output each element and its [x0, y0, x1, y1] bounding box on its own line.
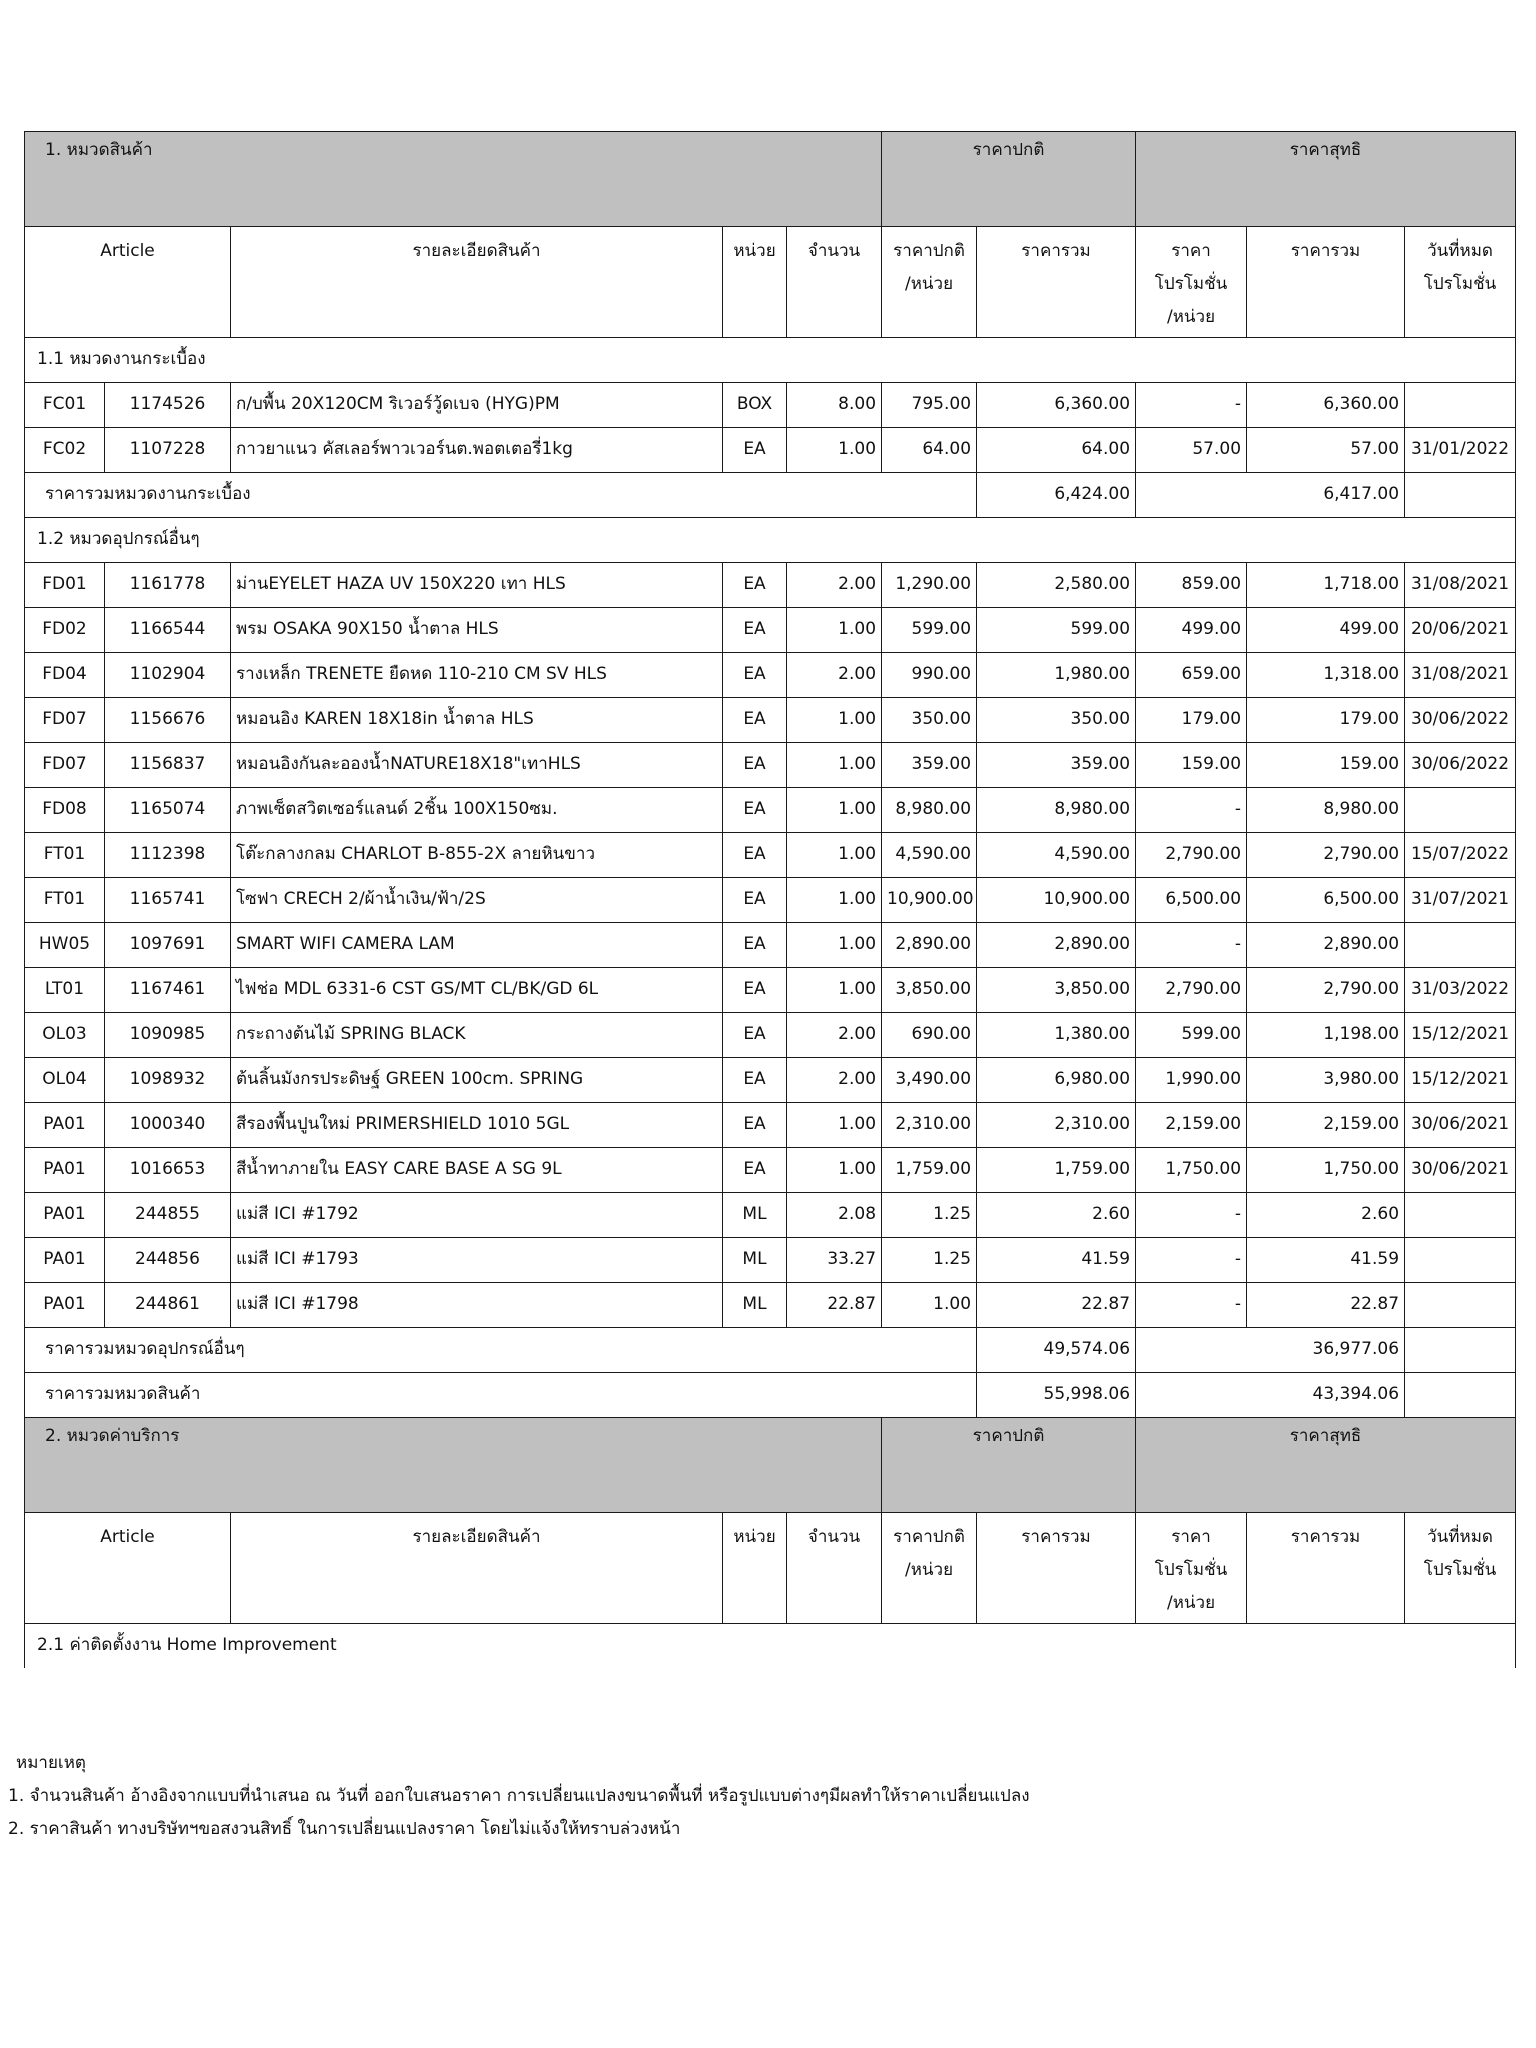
col-price-per-unit: ราคาปกติ /หน่วย: [882, 227, 977, 338]
item-promo-expiry: [1405, 788, 1516, 833]
subtotal-regular: 49,574.06: [977, 1328, 1136, 1373]
item-qty: 1.00: [787, 968, 882, 1013]
item-promo-expiry: 20/06/2021: [1405, 608, 1516, 653]
item-total: 2.60: [977, 1193, 1136, 1238]
table-row: [25, 788, 1516, 833]
item-qty: 8.00: [787, 383, 882, 428]
col-unit: หน่วย: [723, 227, 787, 338]
item-article: 244856: [105, 1238, 231, 1283]
item-total: 6,980.00: [977, 1058, 1136, 1103]
item-code: FT01: [25, 878, 105, 923]
item-article: 1097691: [105, 923, 231, 968]
subtotal-row-other: [25, 1328, 1516, 1373]
item-price: 64.00: [882, 428, 977, 473]
item-unit: ML: [723, 1283, 787, 1328]
net-price-header: ราคาสุทธิ: [1136, 1418, 1516, 1513]
item-promo-price: 1,750.00: [1136, 1148, 1247, 1193]
item-code: FC01: [25, 383, 105, 428]
item-qty: 1.00: [787, 608, 882, 653]
item-net-total: 179.00: [1247, 698, 1405, 743]
subtotal-label: ราคารวมหมวดอุปกรณ์อื่นๆ: [25, 1328, 977, 1373]
item-promo-expiry: [1405, 1238, 1516, 1283]
item-article: 1161778: [105, 563, 231, 608]
item-unit: EA: [723, 428, 787, 473]
item-detail: ก/บพื้น 20X120CM ริเวอร์วู้ดเบจ (HYG)PM: [231, 383, 723, 428]
item-price: 1.25: [882, 1193, 977, 1238]
item-total: 599.00: [977, 608, 1136, 653]
col-unit: หน่วย: [723, 1513, 787, 1624]
section-header-service: [25, 1418, 1516, 1513]
section-total-row: [25, 1373, 1516, 1418]
item-article: 1107228: [105, 428, 231, 473]
item-total: 6,360.00: [977, 383, 1136, 428]
item-promo-expiry: 30/06/2022: [1405, 698, 1516, 743]
item-qty: 2.00: [787, 1058, 882, 1103]
item-qty: 33.27: [787, 1238, 882, 1283]
item-unit: EA: [723, 1013, 787, 1058]
subtotal-net: 36,977.06: [1136, 1328, 1405, 1373]
item-promo-price: 2,790.00: [1136, 968, 1247, 1013]
item-code: PA01: [25, 1103, 105, 1148]
item-qty: 2.08: [787, 1193, 882, 1238]
item-promo-price: -: [1136, 1238, 1247, 1283]
col-promo-expiry: วันที่หมด โปรโมชั่น: [1405, 227, 1516, 338]
item-promo-expiry: 15/07/2022: [1405, 833, 1516, 878]
col-promo-expiry: วันที่หมด โปรโมชั่น: [1405, 1513, 1516, 1624]
item-detail: แม่สี ICI #1798: [231, 1283, 723, 1328]
item-detail: แม่สี ICI #1792: [231, 1193, 723, 1238]
item-article: 244855: [105, 1193, 231, 1238]
item-unit: EA: [723, 1148, 787, 1193]
item-total: 2,580.00: [977, 563, 1136, 608]
item-article: 1000340: [105, 1103, 231, 1148]
item-article: 244861: [105, 1283, 231, 1328]
column-header-row: [25, 1513, 1516, 1624]
item-qty: 1.00: [787, 698, 882, 743]
item-total: 41.59: [977, 1238, 1136, 1283]
item-unit: EA: [723, 608, 787, 653]
col-total: ราคารวม: [977, 1513, 1136, 1624]
item-promo-price: 57.00: [1136, 428, 1247, 473]
item-detail: ไฟช่อ MDL 6331-6 CST GS/MT CL/BK/GD 6L: [231, 968, 723, 1013]
col-detail: รายละเอียดสินค้า: [231, 1513, 723, 1624]
item-promo-price: -: [1136, 383, 1247, 428]
table-row: [25, 383, 1516, 428]
item-price: 1,290.00: [882, 563, 977, 608]
col-net-total: ราคารวม: [1247, 1513, 1405, 1624]
item-qty: 1.00: [787, 833, 882, 878]
item-net-total: 499.00: [1247, 608, 1405, 653]
item-code: HW05: [25, 923, 105, 968]
item-code: OL03: [25, 1013, 105, 1058]
item-code: OL04: [25, 1058, 105, 1103]
item-price: 1,759.00: [882, 1148, 977, 1193]
item-promo-expiry: 15/12/2021: [1405, 1013, 1516, 1058]
item-promo-expiry: 31/07/2021: [1405, 878, 1516, 923]
group-header-install: 2.1 ค่าติดตั้งงาน Home Improvement: [25, 1624, 1516, 1669]
item-price: 795.00: [882, 383, 977, 428]
item-promo-expiry: [1405, 1283, 1516, 1328]
item-net-total: 2,790.00: [1247, 968, 1405, 1013]
item-code: PA01: [25, 1238, 105, 1283]
item-promo-price: -: [1136, 1283, 1247, 1328]
item-unit: EA: [723, 563, 787, 608]
table-row: [25, 1013, 1516, 1058]
item-unit: EA: [723, 833, 787, 878]
item-promo-expiry: 30/06/2022: [1405, 743, 1516, 788]
item-qty: 2.00: [787, 653, 882, 698]
item-promo-price: 2,790.00: [1136, 833, 1247, 878]
section-total-net: 43,394.06: [1136, 1373, 1405, 1418]
section-total-label: ราคารวมหมวดสินค้า: [25, 1373, 977, 1418]
item-net-total: 1,198.00: [1247, 1013, 1405, 1058]
item-code: FD08: [25, 788, 105, 833]
item-detail: กระถางต้นไม้ SPRING BLACK: [231, 1013, 723, 1058]
item-promo-expiry: 31/08/2021: [1405, 563, 1516, 608]
item-net-total: 2,890.00: [1247, 923, 1405, 968]
item-code: FD02: [25, 608, 105, 653]
item-net-total: 57.00: [1247, 428, 1405, 473]
table-row: [25, 1058, 1516, 1103]
item-price: 8,980.00: [882, 788, 977, 833]
item-price: 10,900.00: [882, 878, 977, 923]
regular-price-header: ราคาปกติ: [882, 1418, 1136, 1513]
item-net-total: 2,790.00: [1247, 833, 1405, 878]
table-row: [25, 653, 1516, 698]
col-detail: รายละเอียดสินค้า: [231, 227, 723, 338]
table-row: [25, 608, 1516, 653]
item-code: FD04: [25, 653, 105, 698]
item-detail: ม่านEYELET HAZA UV 150X220 เทา HLS: [231, 563, 723, 608]
col-total: ราคารวม: [977, 227, 1136, 338]
item-unit: EA: [723, 923, 787, 968]
item-total: 350.00: [977, 698, 1136, 743]
item-promo-price: 659.00: [1136, 653, 1247, 698]
item-total: 64.00: [977, 428, 1136, 473]
column-header-row: [25, 227, 1516, 338]
item-price: 4,590.00: [882, 833, 977, 878]
table-row: [25, 878, 1516, 923]
section-title: 1. หมวดสินค้า: [25, 132, 882, 227]
table-row: [25, 1103, 1516, 1148]
item-unit: EA: [723, 878, 787, 923]
item-net-total: 2,159.00: [1247, 1103, 1405, 1148]
item-unit: EA: [723, 698, 787, 743]
item-total: 4,590.00: [977, 833, 1136, 878]
item-qty: 1.00: [787, 878, 882, 923]
col-article: Article: [25, 227, 231, 338]
item-qty: 1.00: [787, 788, 882, 833]
table-row: [25, 563, 1516, 608]
item-net-total: 8,980.00: [1247, 788, 1405, 833]
item-detail: สีรองพื้นปูนใหม่ PRIMERSHIELD 1010 5GL: [231, 1103, 723, 1148]
item-net-total: 6,360.00: [1247, 383, 1405, 428]
item-price: 990.00: [882, 653, 977, 698]
item-qty: 2.00: [787, 563, 882, 608]
item-detail: SMART WIFI CAMERA LAM: [231, 923, 723, 968]
item-price: 3,850.00: [882, 968, 977, 1013]
item-article: 1016653: [105, 1148, 231, 1193]
item-promo-price: 179.00: [1136, 698, 1247, 743]
item-price: 2,310.00: [882, 1103, 977, 1148]
item-unit: EA: [723, 1058, 787, 1103]
section-header: [25, 132, 1516, 227]
table-row: [25, 1148, 1516, 1193]
item-promo-price: 859.00: [1136, 563, 1247, 608]
item-unit: EA: [723, 968, 787, 1013]
item-code: LT01: [25, 968, 105, 1013]
notes: [8, 1747, 1030, 1846]
item-promo-price: 599.00: [1136, 1013, 1247, 1058]
item-price: 599.00: [882, 608, 977, 653]
item-promo-expiry: 31/08/2021: [1405, 653, 1516, 698]
item-net-total: 2.60: [1247, 1193, 1405, 1238]
subtotal-row-tiles: [25, 473, 1516, 518]
table-row: [25, 743, 1516, 788]
col-promo-price: ราคา โปรโมชั่น /หน่วย: [1136, 227, 1247, 338]
item-promo-price: -: [1136, 923, 1247, 968]
quotation-table: [24, 131, 1516, 1668]
item-article: 1166544: [105, 608, 231, 653]
item-net-total: 1,318.00: [1247, 653, 1405, 698]
item-detail: แม่สี ICI #1793: [231, 1238, 723, 1283]
item-detail: โซฟา CRECH 2/ผ้าน้ำเงิน/ฟ้า/2S: [231, 878, 723, 923]
col-qty: จำนวน: [787, 227, 882, 338]
item-code: FT01: [25, 833, 105, 878]
table-row: [25, 968, 1516, 1013]
item-total: 2,310.00: [977, 1103, 1136, 1148]
item-unit: BOX: [723, 383, 787, 428]
item-detail: หมอนอิง KAREN 18X18in น้ำตาล HLS: [231, 698, 723, 743]
item-article: 1165074: [105, 788, 231, 833]
item-promo-expiry: 31/01/2022: [1405, 428, 1516, 473]
item-code: FD07: [25, 698, 105, 743]
table-row: [25, 923, 1516, 968]
item-promo-price: -: [1136, 1193, 1247, 1238]
note-line: 2. ราคาสินค้า ทางบริษัทฯขอสงวนสิทธิ์ ในการเปลี่ยนแปลงราคา โดยไม่แจ้งให้ทราบล่วงหน้า: [8, 1819, 681, 1839]
item-total: 10,900.00: [977, 878, 1136, 923]
item-qty: 1.00: [787, 428, 882, 473]
item-article: 1098932: [105, 1058, 231, 1103]
item-total: 22.87: [977, 1283, 1136, 1328]
item-code: FC02: [25, 428, 105, 473]
group-header-tiles: 1.1 หมวดงานกระเบื้อง: [25, 338, 1516, 383]
item-net-total: 1,750.00: [1247, 1148, 1405, 1193]
subtotal-label: ราคารวมหมวดงานกระเบื้อง: [25, 473, 977, 518]
regular-price-header: ราคาปกติ: [882, 132, 1136, 227]
item-qty: 2.00: [787, 1013, 882, 1058]
item-qty: 1.00: [787, 923, 882, 968]
item-detail: กาวยาแนว คัสเลอร์พาวเวอร์นต.พอตเตอรี่1kg: [231, 428, 723, 473]
item-price: 1.00: [882, 1283, 977, 1328]
item-article: 1156837: [105, 743, 231, 788]
subtotal-net: 6,417.00: [1136, 473, 1405, 518]
item-unit: EA: [723, 1103, 787, 1148]
table-row: [25, 1238, 1516, 1283]
col-qty: จำนวน: [787, 1513, 882, 1624]
item-net-total: 159.00: [1247, 743, 1405, 788]
item-article: 1156676: [105, 698, 231, 743]
item-promo-expiry: 30/06/2021: [1405, 1148, 1516, 1193]
item-promo-price: 499.00: [1136, 608, 1247, 653]
col-article: Article: [25, 1513, 231, 1624]
item-net-total: 1,718.00: [1247, 563, 1405, 608]
item-price: 350.00: [882, 698, 977, 743]
item-qty: 1.00: [787, 1148, 882, 1193]
item-code: FD01: [25, 563, 105, 608]
item-promo-expiry: [1405, 383, 1516, 428]
item-total: 1,759.00: [977, 1148, 1136, 1193]
item-article: 1090985: [105, 1013, 231, 1058]
notes-title: หมายเหตุ: [16, 1753, 86, 1773]
item-code: PA01: [25, 1283, 105, 1328]
item-qty: 1.00: [787, 1103, 882, 1148]
item-unit: ML: [723, 1193, 787, 1238]
item-unit: EA: [723, 653, 787, 698]
item-net-total: 41.59: [1247, 1238, 1405, 1283]
item-promo-expiry: 31/03/2022: [1405, 968, 1516, 1013]
table-row: [25, 428, 1516, 473]
item-code: PA01: [25, 1193, 105, 1238]
note-line: 1. จำนวนสินค้า อ้างอิงจากแบบที่นำเสนอ ณ วันที่ ออกใบเสนอราคา การเปลี่ยนแปลงขนาดพื้นที่ หรือรูปแบบต่างๆมีผลทำให้ราคาเปลี่ยนแปลง: [8, 1786, 1030, 1806]
item-article: 1167461: [105, 968, 231, 1013]
item-net-total: 22.87: [1247, 1283, 1405, 1328]
item-detail: สีน้ำทาภายใน EASY CARE BASE A SG 9L: [231, 1148, 723, 1193]
item-total: 359.00: [977, 743, 1136, 788]
item-detail: ภาพเซ็ตสวิตเซอร์แลนด์ 2ชิ้น 100X150ซม.: [231, 788, 723, 833]
table-row: [25, 1193, 1516, 1238]
item-promo-expiry: [1405, 923, 1516, 968]
item-promo-price: 1,990.00: [1136, 1058, 1247, 1103]
item-total: 2,890.00: [977, 923, 1136, 968]
item-price: 1.25: [882, 1238, 977, 1283]
col-promo-price: ราคา โปรโมชั่น /หน่วย: [1136, 1513, 1247, 1624]
table-row: [25, 833, 1516, 878]
group-header-other: 1.2 หมวดอุปกรณ์อื่นๆ: [25, 518, 1516, 563]
item-promo-expiry: 15/12/2021: [1405, 1058, 1516, 1103]
item-article: 1174526: [105, 383, 231, 428]
subtotal-regular: 6,424.00: [977, 473, 1136, 518]
item-price: 690.00: [882, 1013, 977, 1058]
item-promo-price: 6,500.00: [1136, 878, 1247, 923]
item-promo-expiry: 30/06/2021: [1405, 1103, 1516, 1148]
item-detail: หมอนอิงกันละอองน้ำNATURE18X18"เทาHLS: [231, 743, 723, 788]
item-detail: พรม OSAKA 90X150 น้ำตาล HLS: [231, 608, 723, 653]
col-net-total: ราคารวม: [1247, 227, 1405, 338]
item-price: 3,490.00: [882, 1058, 977, 1103]
item-qty: 22.87: [787, 1283, 882, 1328]
item-total: 1,980.00: [977, 653, 1136, 698]
item-unit: ML: [723, 1238, 787, 1283]
item-article: 1112398: [105, 833, 231, 878]
net-price-header: ราคาสุทธิ: [1136, 132, 1516, 227]
item-total: 3,850.00: [977, 968, 1136, 1013]
item-code: PA01: [25, 1148, 105, 1193]
item-unit: EA: [723, 743, 787, 788]
item-detail: ต้นลิ้นมังกรประดิษฐ์ GREEN 100cm. SPRING: [231, 1058, 723, 1103]
item-promo-price: -: [1136, 788, 1247, 833]
item-price: 359.00: [882, 743, 977, 788]
item-detail: โต๊ะกลางกลม CHARLOT B-855-2X ลายหินขาว: [231, 833, 723, 878]
item-unit: EA: [723, 788, 787, 833]
item-promo-expiry: [1405, 1193, 1516, 1238]
item-net-total: 6,500.00: [1247, 878, 1405, 923]
item-qty: 1.00: [787, 743, 882, 788]
table-row: [25, 1283, 1516, 1328]
col-price-per-unit: ราคาปกติ /หน่วย: [882, 1513, 977, 1624]
table-row: [25, 698, 1516, 743]
item-detail: รางเหล็ก TRENETE ยืดหด 110-210 CM SV HLS: [231, 653, 723, 698]
item-total: 1,380.00: [977, 1013, 1136, 1058]
item-promo-price: 2,159.00: [1136, 1103, 1247, 1148]
section-total-regular: 55,998.06: [977, 1373, 1136, 1418]
item-net-total: 3,980.00: [1247, 1058, 1405, 1103]
item-total: 8,980.00: [977, 788, 1136, 833]
item-price: 2,890.00: [882, 923, 977, 968]
item-promo-price: 159.00: [1136, 743, 1247, 788]
section-title: 2. หมวดค่าบริการ: [25, 1418, 882, 1513]
item-article: 1102904: [105, 653, 231, 698]
item-code: FD07: [25, 743, 105, 788]
item-article: 1165741: [105, 878, 231, 923]
